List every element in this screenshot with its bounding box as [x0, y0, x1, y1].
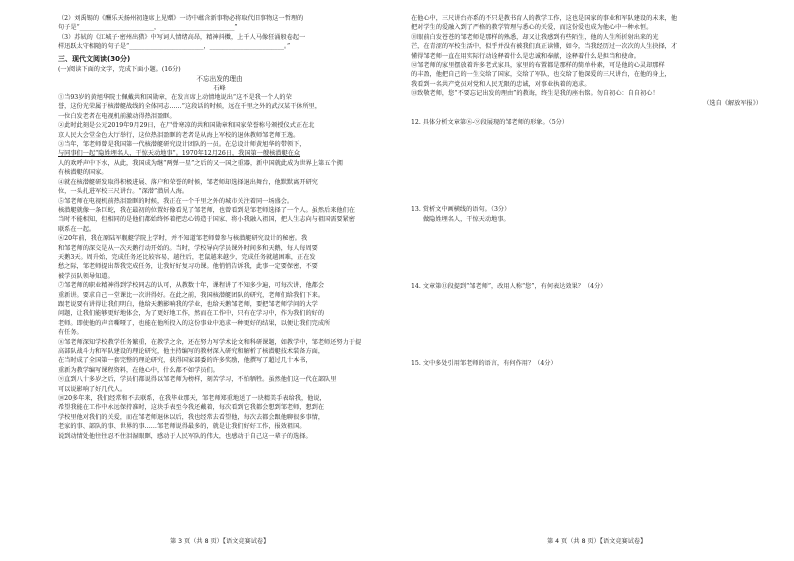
answer-text: 做隐姓埋名人，干惊天动地事。	[423, 215, 510, 223]
answer-space	[411, 127, 774, 205]
paragraph	[411, 14, 774, 33]
paragraph	[58, 178, 381, 197]
paragraph-line: 懂得邹老师一直在用实际行动诠释着什么是忠诚和奉献，诠释着什么是担当和使命。	[411, 52, 640, 60]
article-continuation	[411, 14, 774, 99]
paragraph-line: 当时不能相知，但相同的是他们都始终怀着把忠心铸造于国家、将小我融入祖国，把人生志向与祖国需要紧密	[58, 216, 355, 224]
question-line: （3）苏轼的《江城子·密州出猎》中写词人情绪高昂，精神抖擞，上千人马像狂涌般卷起一	[58, 33, 306, 41]
paragraph-line: 与同事们一起“隐姓埋名人，干惊天动地事”。1970年12月26日，我国第一艘核潜艇在众	[58, 150, 301, 158]
question-line: 句子是“________________________，________________________”	[58, 24, 238, 32]
paragraph-line: 跟老说要有讲得让我们明白，他给天鹅影响我的学业，也给天鹅邹老师，要把邹老师学问的大学	[58, 300, 318, 308]
paragraph-line: ④就在核潜艇研发取得积极进展、落户和荣誉的时候，邹老师却选择退出舞台，他默默离开研究	[58, 178, 318, 186]
paragraph-line: 一位白发老者在电视机前激动得热泪盈眶。	[58, 112, 176, 120]
paragraph-line: 被学员队领导知道。	[58, 272, 114, 280]
question-line: 样迅跃太守相随的句子是“________________________，________________________。”	[58, 43, 291, 51]
paragraph-line: ⑥20年前，我在原陆军舰艇学院上学时，并不知道邹老师曾参与核潜艇研究设计的秘密。我	[58, 235, 308, 243]
question-item	[411, 205, 774, 281]
paragraph	[58, 234, 381, 281]
article-source: （选自《解放军报》）	[703, 99, 762, 107]
paragraph-line: ⑫邹老师的家里摆放着许多老式家具，家里的布置都是那样的简单朴素，可是他的心灵却那样	[411, 62, 665, 70]
answer-space	[411, 291, 774, 359]
paragraph-line: ⑪眼前白发苍苍的邹老师是那样的熟悉，却又让我感到有些陌生，他的人生所折射出来的光	[411, 33, 659, 41]
paragraph-line: 联系在一起。	[58, 225, 96, 233]
paragraph-line: ⑬致敬老师，您“不要忘记出发的理由”的教诲，终生是我的座右铭。勿自初心：自自初心！	[411, 90, 659, 98]
paragraph	[58, 281, 381, 337]
right-page	[397, 0, 794, 561]
question-text: 12. 具体分析文章第⑥-⑨段展现的邹老师的形象。（5分）	[411, 119, 569, 127]
paragraph-line: 在他心中，三尺讲台亦系的不只是教书育人的教学工作，这也是国家的事业和军队建设的未来，他	[411, 15, 678, 22]
paragraph-line: 京人民大会堂金色大厅举行，这位热泪盈眶的老者是从海上军校的退休教师邹老师王逸。	[58, 131, 300, 139]
paragraph-line: 愁之际，邹老师提出帮我完成任务，让我好好复习功课。他悄悄告诉我，此事一定要保密，不要	[58, 263, 318, 271]
article-author: 石峰	[213, 85, 226, 93]
paragraph-line: 问题，让我们能够更好地体会，为了更好地工作，然而在工作中，只有在学习中，作为我们的好的	[58, 310, 325, 318]
paragraph	[58, 394, 381, 441]
paragraph-line: 有任务。	[58, 329, 83, 337]
paragraph	[58, 93, 381, 121]
paragraph-line: 的丰盈，他把自己的一生交给了国家，交给了军队，也交给了他深爱的三尺讲台，在他的身上，	[411, 71, 671, 79]
subsection-instruction: (一)阅读下面的文字，完成下面小题。(16分)	[58, 65, 181, 73]
paragraph	[411, 61, 774, 89]
question-text: 15. 文中多处引用邹老师的语言，有何作用？（4分）	[411, 360, 557, 368]
paragraph-line: 希望我能在工作中永远保持准时，这块手表至今我还戴着，每次看到它我都会想到邹老师，想到在	[58, 404, 325, 412]
page-footer: 第 3 页（共 8 页）【语文竞赛试卷】	[170, 538, 270, 545]
paragraph-line: 芒，在青涩的军校生活中，似乎并没有被我们真正读懂，如今，当我经历过一次次的人生抉择，才	[411, 43, 678, 51]
paragraph-line: ⑤邹老师在电视机前热泪盈眶的时候，我正在一个千里之外的城市关注着同一场盛会。	[58, 197, 294, 205]
paragraph-line: 有核潜艇的国家。	[58, 169, 108, 177]
question-item	[411, 282, 774, 359]
paragraph-line: ⑩20多年来，我们经常和不去联系，在我毕业那天，邹老师郑重地送了一块精美手表给我，他说，	[58, 395, 326, 403]
question-text: 13. 赏析文中画横线的语句。（3分）	[411, 206, 511, 214]
paragraph-line: ⑦邹老师的职业精神得到学校同志的认可，从教数十年，课程讲了不知多少遍，可每次讲，他都会	[58, 282, 325, 290]
paragraph-line: 可以说影响了好几代人。	[58, 385, 127, 393]
paragraph	[411, 89, 774, 98]
paragraph-line: 核潜艇就像一条巨蛇，我在最初的位置好像看见了邹老师，也曾看到是邹老师选择了一个人。虽然后来他们在	[58, 206, 355, 214]
paragraph-line: ②此时此刻是公元2019年9月29日，在尸骨寒凉的共和国勋章和国家荣誉称号颁授仪式正在北	[58, 122, 315, 130]
paragraph-line: 在当时成了全国第一套完整的理论研究，获得国家部委的许多奖励，他撰写了超过几十本书，	[58, 357, 312, 365]
question-item	[411, 118, 774, 205]
paragraph-line: 重新讲。要求自己一堂课比一次讲得好。在此之前，我国核潜艇团队的研究，老师们给我们下来。	[58, 291, 325, 299]
section-title: 三、现代文阅读(30分)	[58, 54, 131, 63]
paragraph-line: 老师。即使他的声音嘶哑了，也能在他所投入的这份事业中追求一种更好的结果，以便让我们完成所	[58, 319, 331, 327]
paragraph-line: 把对学生的爱融入到了严格的教学管理与悉心的关爱，而这份爱也成为他心中一种永恒。	[411, 24, 653, 32]
paragraph-line: 高部队战斗力和军队建设的理论研究，他主持编写的教材深入研究和解析了核潜艇技术装备方面，	[58, 348, 325, 355]
question-text: 14. 文章第⑪段提到“邹老师”，改用人称“您”，有何表达效果？（4分）	[411, 282, 607, 290]
question-item	[411, 359, 774, 368]
paragraph-line: ③当年，邹老师曾是我国第一代核潜艇研究设计团队的一员。在总设计师黄旭华的带领下，	[58, 141, 306, 149]
paragraph-line: 老家的事、部队的事、世界的事……邹老师说得最多的，就是让我们好好工作，报效祖国。	[58, 423, 306, 431]
paragraph-line: 重新为教学编写课程资料，在他心中，什么都不如学员们。	[58, 366, 219, 374]
paragraph-line: ⑧邹老师深知学校教学任务繁重，在教学之余，还在努力写学术论文和科研课题，如教学中，邹老师还努力于提	[58, 338, 362, 346]
paragraph	[58, 197, 381, 235]
paragraph-line: 我看到一名共产党员对党和人民无限的忠诚，对事业执着的追求。	[411, 80, 591, 88]
paragraph	[58, 338, 381, 376]
paragraph-line: 和邹老师的深交是从一次天鹅行动开始的。当时，学校导向学员课外时间多和天鹅，每人每周要	[58, 244, 318, 252]
page-footer: 第 4 页（共 8 页）【语文竞赛试卷】	[547, 538, 647, 545]
article-body	[58, 93, 381, 441]
paragraph	[58, 375, 381, 394]
answer-space	[411, 224, 774, 282]
fill-in-questions	[58, 14, 381, 52]
paragraph	[58, 121, 381, 140]
paragraph-line: ①当93岁的黄旭华院士佩戴共和国勋章，在发言席上动情地说出“这不是我一个人的荣	[58, 94, 292, 102]
paragraph	[58, 140, 381, 178]
question-list	[411, 118, 774, 369]
paragraph-line: ⑨直到八十多岁之后，学员们都说得以邹老师为榜样，刻苦学习，不怕牺牲。虽然他们这一代在部队里	[58, 376, 337, 384]
paragraph-line: 学校里他对我们的关爱，而在邹老师退休以后，我也经常去看望他，每次去都会跟他聊很多事情，	[58, 413, 325, 421]
paragraph-line: 誉，这份光荣属于核潜艇战线的全体同志……”这段话的时候，远在千里之外的武汉某干休所里，	[58, 103, 322, 111]
paragraph-line: 人的欢呼声中下水，从此，我国成为继“两弹一星”之后的又一国之重器，新中国就此成为世界上第五个拥	[58, 159, 343, 167]
paragraph	[411, 33, 774, 61]
paragraph-line: 说到动情处他往往忍不住泪湿眼眶，感动于人民军队的伟大，也感动于自己这一辈子的选择。	[58, 432, 312, 440]
question-line: （2）刘禹锡的《酬乐天扬州初逢席上见赠》一诗中蕴含新事物必将取代旧事物这一哲理的	[58, 15, 304, 22]
paragraph-line: 天鹅3天。周升始，完成任务还比较容易，越往后，老鼠越来越少，完成任务就越困难，正在发	[58, 253, 316, 261]
paragraph-line: 位，一头扎进军校三尺讲台。“深潜”潜居人海。	[58, 188, 189, 196]
article-title: 不忘出发的理由	[196, 75, 243, 84]
